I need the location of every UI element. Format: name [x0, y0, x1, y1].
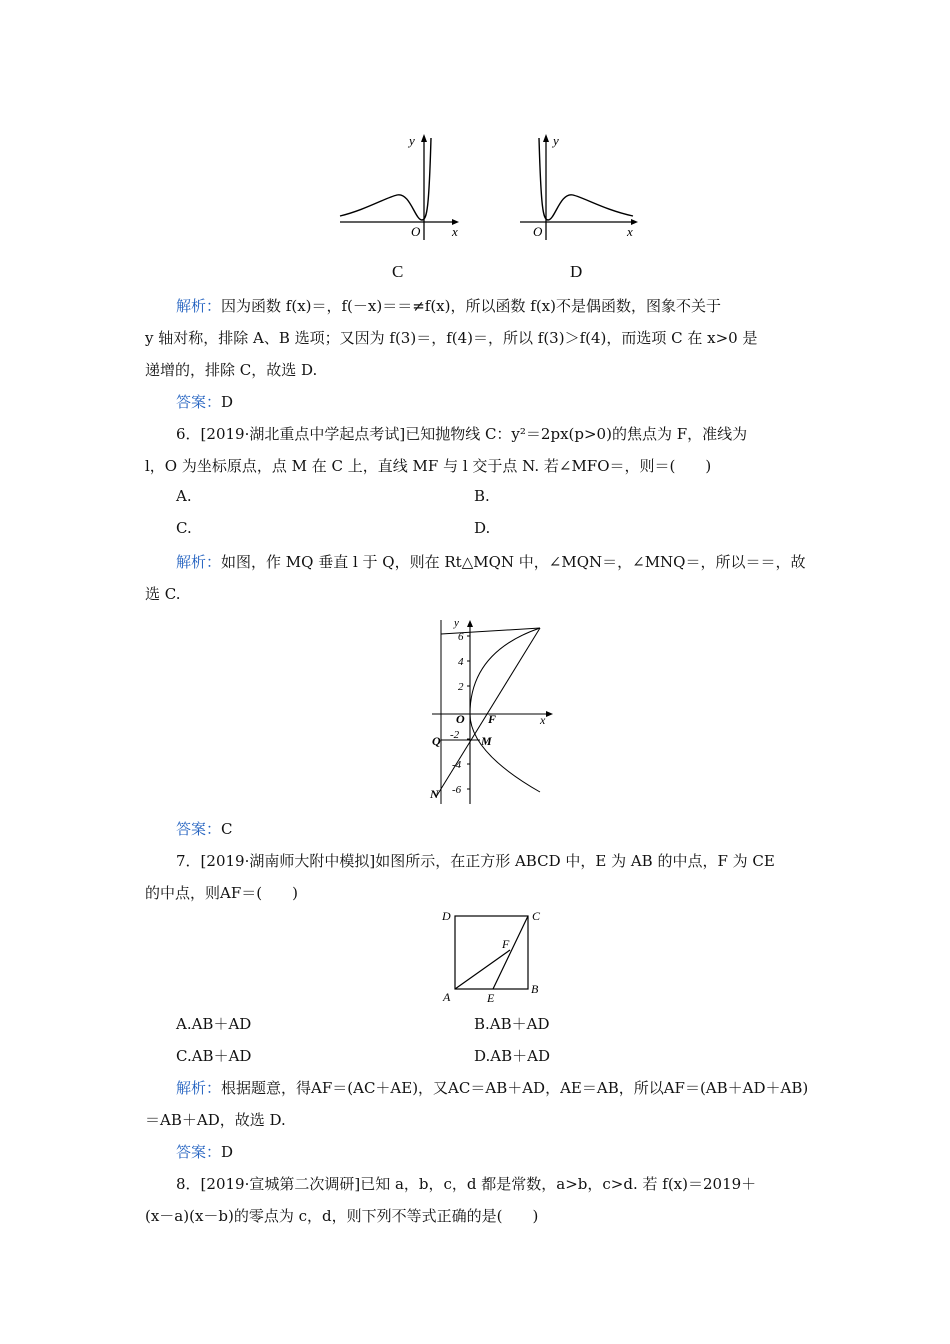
- q6-option-c: C.: [176, 519, 192, 537]
- q6-stem-line1: 6．[2019·湖北重点中学起点考试]已知抛物线 C：y²＝2px(p>0)的焦点为 F，准线为: [176, 425, 748, 443]
- q7-option-a: A.AB＋AD: [176, 1015, 252, 1033]
- q7-stem-line1: 7．[2019·湖南师大附中模拟]如图所示，在正方形 ABCD 中，E 为 AB 的中点，F 为 CE: [176, 852, 775, 870]
- point-f: F: [502, 937, 510, 951]
- tick-neg6: -6: [452, 784, 462, 796]
- graph-c: [335, 128, 465, 243]
- vertex-d: D: [442, 909, 451, 923]
- q7-square-figure: [438, 906, 548, 1006]
- analysis-label: 解析：: [176, 553, 222, 571]
- point-e: E: [487, 991, 495, 1005]
- tick-2: 2: [458, 681, 464, 693]
- fig-origin: O: [456, 712, 465, 726]
- graph-d-letter: D: [570, 262, 583, 281]
- tick-4: 4: [458, 656, 464, 668]
- answer-value: D: [221, 1143, 234, 1161]
- graph-d: [515, 128, 645, 243]
- answer-label: 答案：: [176, 820, 222, 838]
- analysis-label: 解析：: [176, 1079, 222, 1097]
- q6-option-d: D.: [474, 519, 491, 537]
- tick-6: 6: [458, 631, 464, 643]
- q6-parabola-figure: [420, 612, 560, 808]
- analysis-label: 解析：: [176, 297, 222, 315]
- q7-option-d: D.AB＋AD: [474, 1047, 550, 1065]
- q5-analysis-line2: y 轴对称，排除 A、B 选项；又因为 f(3)＝，f(4)＝，所以 f(3)＞f(4)，而选项 C 在 x>0 是: [145, 329, 758, 347]
- fig-ylabel: y: [454, 617, 459, 629]
- tick-neg2: -2: [450, 729, 460, 741]
- graph-d-xlabel: x: [627, 224, 633, 239]
- q6-stem-line2: l，O 为坐标原点，点 M 在 C 上，直线 MF 与 l 交于点 N. 若∠MFO＝，则＝( ): [145, 457, 712, 475]
- q7-option-b: B.AB＋AD: [474, 1015, 550, 1033]
- vertex-b: B: [531, 982, 539, 996]
- vertex-a: A: [443, 990, 451, 1004]
- q7-option-c: C.AB＋AD: [176, 1047, 252, 1065]
- fig-point-m: M: [481, 734, 492, 748]
- q6-answer: [176, 818, 233, 839]
- fig-point-q: Q: [432, 734, 441, 748]
- graph-c-ylabel: y: [409, 133, 415, 148]
- tick-neg4: -4: [452, 759, 462, 771]
- analysis-text: 如图，作 MQ 垂直 l 于 Q，则在 Rt△MQN 中，∠MQN＝，∠MNQ＝，所以＝＝，故: [221, 553, 806, 571]
- analysis-text: 因为函数 f(x)＝，f(－x)＝＝≠f(x)，所以函数 f(x)不是偶函数，图象不关于: [221, 297, 721, 315]
- fig-focus: F: [488, 712, 497, 726]
- answer-value: C: [221, 820, 233, 838]
- answer-label: 答案：: [176, 1143, 222, 1161]
- answer-value: D: [221, 393, 234, 411]
- fig-point-n: N: [430, 787, 439, 801]
- analysis-text: 根据题意，得AF＝(AC＋AE)，又AC＝AB＋AD，AE＝AB，所以AF＝(AB＋AD＋AB): [221, 1079, 809, 1097]
- q6-analysis-line2: 选 C.: [145, 585, 181, 603]
- q7-stem-line2: 的中点，则AF＝( ): [145, 884, 298, 902]
- q5-analysis-line3: 递增的，排除 C，故选 D.: [145, 361, 318, 379]
- q5-answer: [176, 391, 233, 412]
- q5-analysis-line1: [176, 295, 721, 316]
- q7-analysis-line1: [176, 1077, 808, 1098]
- fig-xlabel: x: [540, 713, 546, 727]
- q8-stem-line2: (x－a)(x－b)的零点为 c，d，则下列不等式正确的是( ): [145, 1207, 539, 1225]
- q6-option-a: A.: [176, 487, 192, 505]
- graph-c-xlabel: x: [452, 224, 458, 239]
- graph-c-letter: C: [392, 262, 404, 281]
- q7-answer: [176, 1141, 233, 1162]
- q8-stem-line1: 8．[2019·宣城第二次调研]已知 a，b，c，d 都是常数，a>b，c>d. 若 f(x)＝2019＋: [176, 1175, 757, 1193]
- q6-option-b: B.: [474, 487, 490, 505]
- graph-c-origin: O: [411, 224, 421, 239]
- graph-d-origin: O: [533, 224, 543, 239]
- q7-analysis-line2: ＝AB＋AD，故选 D.: [145, 1111, 286, 1129]
- graph-d-ylabel: y: [553, 133, 559, 148]
- answer-label: 答案：: [176, 393, 222, 411]
- vertex-c: C: [532, 909, 541, 923]
- q6-analysis-line1: [176, 551, 805, 572]
